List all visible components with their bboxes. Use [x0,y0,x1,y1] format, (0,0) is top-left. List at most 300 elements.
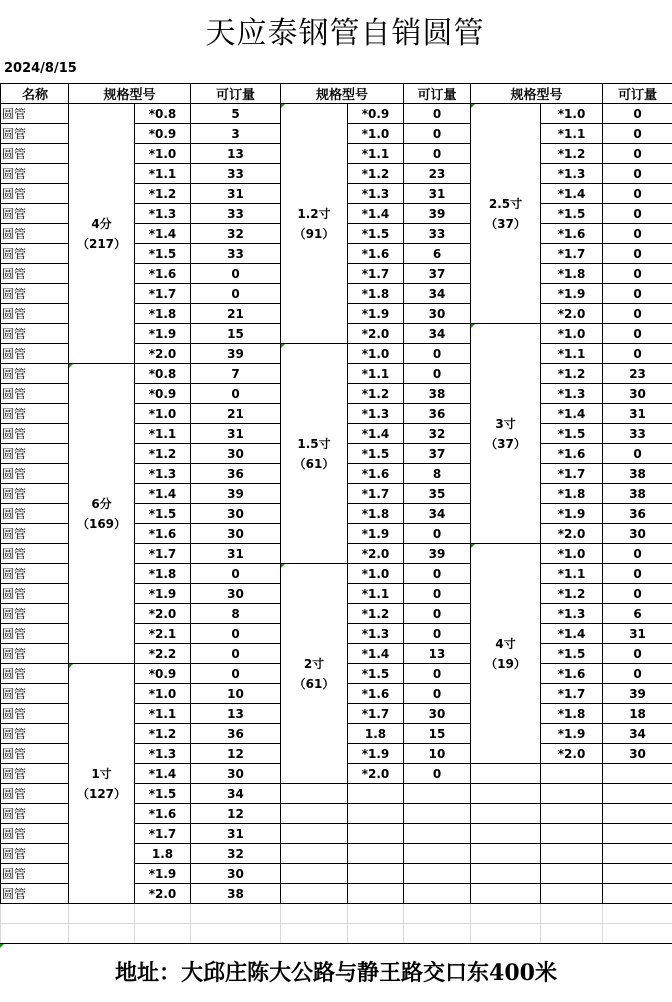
header-qty-3: 可订量 [603,84,672,104]
qty-cell [404,784,471,804]
qty-cell: 13 [191,704,281,724]
qty-cell: 8 [404,464,471,484]
size-total: （37） [471,434,540,454]
spec-cell [541,784,603,804]
blank-cell [135,924,191,944]
stock-table [0,83,672,944]
qty-cell: 13 [404,644,471,664]
spec-cell: *2.0 [541,524,603,544]
product-name-cell: 圆管 [1,324,69,344]
spec-cell: *1.6 [541,444,603,464]
blank-cell [404,924,471,944]
spec-cell: *1.7 [135,284,191,304]
qty-cell: 31 [404,184,471,204]
spec-cell: *1.6 [348,244,404,264]
spec-cell: *1.7 [541,464,603,484]
blank-cell [404,904,471,924]
spec-cell: *1.0 [541,324,603,344]
qty-cell: 0 [603,104,672,124]
qty-cell: 0 [603,564,672,584]
size-label: 4分 [69,214,134,234]
qty-cell: 0 [404,564,471,584]
spec-cell: *0.9 [348,104,404,124]
qty-cell: 34 [404,284,471,304]
product-name-cell: 圆管 [1,144,69,164]
qty-cell: 0 [603,644,672,664]
spec-cell: *1.4 [348,644,404,664]
qty-cell: 30 [191,524,281,544]
size-group-cell [69,364,135,664]
qty-cell: 30 [191,864,281,884]
qty-cell: 13 [191,144,281,164]
spec-cell: *1.7 [135,544,191,564]
product-name-cell: 圆管 [1,684,69,704]
qty-cell: 10 [404,744,471,764]
empty-cell [471,864,541,884]
product-name-cell: 圆管 [1,844,69,864]
qty-cell: 0 [404,124,471,144]
qty-cell: 39 [191,484,281,504]
spec-cell: *1.4 [541,184,603,204]
spec-cell: *1.2 [135,184,191,204]
spec-cell: *1.5 [135,244,191,264]
spec-cell: *1.0 [135,404,191,424]
spec-cell: *1.6 [135,804,191,824]
qty-cell: 33 [191,244,281,264]
spec-cell [348,864,404,884]
qty-cell: 36 [603,504,672,524]
spec-cell: *0.8 [135,364,191,384]
size-total: （19） [471,654,540,674]
spec-cell: *1.3 [541,604,603,624]
product-name-cell: 圆管 [1,244,69,264]
qty-cell: 38 [603,484,672,504]
page-title: 天应泰钢管自销圆管 [0,8,672,52]
qty-cell: 0 [191,384,281,404]
empty-cell [281,804,348,824]
spec-cell: *1.0 [135,684,191,704]
qty-cell: 0 [603,324,672,344]
spec-cell: *1.6 [541,224,603,244]
qty-cell: 0 [603,304,672,324]
qty-cell [603,784,672,804]
qty-cell: 0 [404,364,471,384]
spec-cell: *1.6 [541,664,603,684]
spec-cell [541,884,603,904]
size-total: （91） [281,224,347,244]
qty-cell: 0 [603,164,672,184]
spec-cell [348,804,404,824]
spec-cell: *1.1 [541,124,603,144]
qty-cell: 0 [404,144,471,164]
size-total: （127） [69,784,134,804]
spec-cell: *1.4 [541,404,603,424]
size-total: （217） [69,234,134,254]
size-label: 4寸 [471,634,540,654]
qty-cell [603,864,672,884]
product-name-cell: 圆管 [1,604,69,624]
table-row [1,104,672,124]
product-name-cell: 圆管 [1,384,69,404]
spec-cell: *1.2 [135,724,191,744]
product-name-cell: 圆管 [1,564,69,584]
header-qty-1: 可订量 [191,84,281,104]
blank-cell [541,904,603,924]
spec-cell: *1.8 [135,564,191,584]
blank-cell [281,924,348,944]
spec-cell: *1.6 [348,464,404,484]
spec-cell [541,804,603,824]
qty-cell: 5 [191,104,281,124]
spec-cell: *1.8 [348,504,404,524]
address-footer [0,943,672,1000]
qty-cell: 0 [404,764,471,784]
spec-cell: *1.1 [541,564,603,584]
qty-cell: 0 [603,584,672,604]
qty-cell [603,884,672,904]
product-name-cell: 圆管 [1,804,69,824]
product-name-cell: 圆管 [1,664,69,684]
empty-cell [281,824,348,844]
qty-cell [603,804,672,824]
spec-cell: *1.9 [135,864,191,884]
blank-cell [191,924,281,944]
spec-cell: *1.1 [135,424,191,444]
size-label: 3寸 [471,414,540,434]
size-group-cell [471,544,541,764]
spec-cell: *1.0 [348,564,404,584]
qty-cell: 38 [191,884,281,904]
product-name-cell: 圆管 [1,704,69,724]
size-group-cell [471,104,541,324]
spec-cell: *1.4 [348,424,404,444]
qty-cell: 0 [603,184,672,204]
qty-cell: 34 [404,504,471,524]
qty-cell: 33 [603,424,672,444]
spec-cell: *1.9 [135,324,191,344]
spec-cell: *0.9 [135,664,191,684]
size-total: （61） [281,674,347,694]
qty-cell [404,884,471,904]
empty-cell [281,844,348,864]
spec-cell: *2.0 [135,344,191,364]
blank-cell [348,904,404,924]
qty-cell: 0 [603,224,672,244]
spec-cell: *2.0 [541,304,603,324]
qty-cell [404,804,471,824]
qty-cell: 0 [191,264,281,284]
header-qty-2: 可订量 [404,84,471,104]
product-name-cell: 圆管 [1,124,69,144]
spec-cell: *1.5 [541,644,603,664]
product-name-cell: 圆管 [1,464,69,484]
spec-cell: *1.9 [541,724,603,744]
spec-cell: *1.1 [541,344,603,364]
qty-cell: 36 [191,724,281,744]
spec-cell: *1.7 [348,704,404,724]
blank-cell [135,904,191,924]
qty-cell: 23 [404,164,471,184]
spec-cell: *1.3 [135,204,191,224]
product-name-cell: 圆管 [1,404,69,424]
spec-cell: *1.6 [135,264,191,284]
size-label: 1.5寸 [281,434,347,454]
qty-cell: 31 [191,544,281,564]
spec-cell: *1.7 [541,244,603,264]
spec-cell [541,864,603,884]
qty-cell: 0 [191,644,281,664]
spec-cell: *1.5 [541,424,603,444]
qty-cell: 37 [404,264,471,284]
qty-cell [404,844,471,864]
qty-cell: 6 [603,604,672,624]
spec-cell: *1.9 [348,304,404,324]
spec-cell [348,884,404,904]
spec-cell: *1.3 [348,404,404,424]
spec-cell: *2.0 [541,744,603,764]
spec-cell: *2.0 [348,324,404,344]
qty-cell: 34 [404,324,471,344]
size-group-cell [69,104,135,364]
qty-cell: 23 [603,364,672,384]
qty-cell: 30 [603,384,672,404]
size-label: 6分 [69,494,134,514]
qty-cell [603,824,672,844]
empty-cell [471,884,541,904]
qty-cell: 30 [191,764,281,784]
spec-cell: *1.4 [135,764,191,784]
spec-cell: *2.1 [135,624,191,644]
qty-cell: 0 [191,284,281,304]
qty-cell: 31 [603,404,672,424]
spec-cell: *1.4 [135,484,191,504]
size-total: （169） [69,514,134,534]
product-name-cell: 圆管 [1,304,69,324]
spec-cell: *1.9 [135,584,191,604]
qty-cell [603,764,672,784]
product-name-cell: 圆管 [1,644,69,664]
qty-cell: 8 [191,604,281,624]
spec-cell: *1.4 [541,624,603,644]
spec-cell: *1.9 [348,744,404,764]
product-name-cell: 圆管 [1,224,69,244]
qty-cell: 0 [603,344,672,364]
header-spec-3: 规格型号 [471,84,603,104]
spec-cell: 1.8 [348,724,404,744]
spec-cell: *1.8 [541,484,603,504]
empty-cell [281,884,348,904]
spec-cell: *1.9 [541,504,603,524]
qty-cell [404,824,471,844]
cell-marker-icon [0,944,4,948]
size-total: （61） [281,454,347,474]
spec-cell: *1.6 [135,524,191,544]
spec-cell: *1.8 [348,284,404,304]
product-name-cell: 圆管 [1,544,69,564]
product-name-cell: 圆管 [1,284,69,304]
spec-cell: *1.0 [541,544,603,564]
spec-cell: *1.1 [135,704,191,724]
product-name-cell: 圆管 [1,164,69,184]
spec-cell: *1.7 [348,264,404,284]
empty-cell [471,784,541,804]
spec-cell: *1.2 [348,384,404,404]
qty-cell: 15 [191,324,281,344]
blank-cell [471,924,541,944]
size-label: 2.5寸 [471,194,540,214]
qty-cell: 0 [404,104,471,124]
size-group-cell [471,324,541,544]
blank-row [1,904,672,924]
product-name-cell: 圆管 [1,204,69,224]
empty-cell [471,764,541,784]
spec-cell: *1.8 [135,304,191,324]
spec-cell: *1.8 [541,704,603,724]
date-label: 2024/8/15 [4,61,77,76]
size-group-cell [281,104,348,344]
size-label: 1寸 [69,764,134,784]
blank-cell [1,924,69,944]
qty-cell: 31 [191,184,281,204]
qty-cell: 12 [191,744,281,764]
blank-cell [69,924,135,944]
qty-cell: 0 [603,664,672,684]
qty-cell: 30 [191,504,281,524]
qty-cell: 21 [191,404,281,424]
spec-cell: *1.1 [348,144,404,164]
blank-cell [603,904,672,924]
spec-cell: *1.5 [348,224,404,244]
spec-cell: *2.0 [348,544,404,564]
spec-cell: *1.5 [135,784,191,804]
spec-cell: *1.5 [541,204,603,224]
spec-cell: *1.7 [135,824,191,844]
qty-cell: 0 [404,584,471,604]
qty-cell: 39 [191,344,281,364]
product-name-cell: 圆管 [1,104,69,124]
spec-cell: *1.1 [348,364,404,384]
qty-cell: 0 [404,344,471,364]
qty-cell: 0 [603,444,672,464]
spec-cell: *0.9 [135,384,191,404]
spec-cell [348,784,404,804]
qty-cell: 0 [603,244,672,264]
qty-cell: 18 [603,704,672,724]
spec-cell: *1.4 [348,204,404,224]
qty-cell: 0 [404,624,471,644]
spec-cell [541,764,603,784]
header-spec-1: 规格型号 [69,84,191,104]
qty-cell: 31 [191,424,281,444]
qty-cell: 31 [191,824,281,844]
qty-cell: 34 [603,724,672,744]
qty-cell: 33 [404,224,471,244]
qty-cell: 0 [191,624,281,644]
size-label: 2寸 [281,654,347,674]
empty-cell [281,784,348,804]
spec-cell: *1.1 [348,584,404,604]
spec-cell: *1.7 [541,684,603,704]
spec-cell: *1.0 [541,104,603,124]
qty-cell: 15 [404,724,471,744]
qty-cell: 0 [603,144,672,164]
spec-cell: *1.8 [541,264,603,284]
spec-cell: *2.0 [135,604,191,624]
size-label: 1.2寸 [281,204,347,224]
spec-cell: 1.8 [135,844,191,864]
spec-cell: *1.7 [348,484,404,504]
spec-cell: *1.4 [135,224,191,244]
product-name-cell: 圆管 [1,184,69,204]
qty-cell: 0 [603,264,672,284]
qty-cell: 32 [404,424,471,444]
qty-cell: 38 [603,464,672,484]
size-group-cell [281,344,348,564]
qty-cell: 31 [603,624,672,644]
product-name-cell: 圆管 [1,784,69,804]
qty-cell: 0 [191,564,281,584]
spec-cell: *2.0 [135,884,191,904]
qty-cell [404,864,471,884]
spec-cell [348,824,404,844]
empty-cell [281,864,348,884]
qty-cell: 37 [404,444,471,464]
spec-cell: *1.9 [348,524,404,544]
product-name-cell: 圆管 [1,504,69,524]
empty-cell [471,824,541,844]
qty-cell: 34 [191,784,281,804]
spec-cell: *1.3 [135,464,191,484]
product-name-cell: 圆管 [1,524,69,544]
size-total: （37） [471,214,540,234]
spec-cell: *0.8 [135,104,191,124]
size-group-cell [69,664,135,904]
qty-cell: 0 [603,544,672,564]
qty-cell: 0 [603,124,672,144]
header-row [1,84,672,104]
spec-cell: *1.2 [135,444,191,464]
product-name-cell: 圆管 [1,424,69,444]
spec-cell: *0.9 [135,124,191,144]
spec-cell: *2.0 [348,764,404,784]
qty-cell: 0 [404,604,471,624]
qty-cell: 35 [404,484,471,504]
qty-cell: 10 [191,684,281,704]
qty-cell: 0 [404,664,471,684]
header-spec-2: 规格型号 [281,84,404,104]
spec-cell: *1.0 [135,144,191,164]
qty-cell: 39 [404,204,471,224]
size-group-cell [281,564,348,784]
spec-cell: *1.5 [348,664,404,684]
spec-cell: *1.5 [135,504,191,524]
qty-cell: 30 [191,444,281,464]
spec-cell: *1.3 [135,744,191,764]
qty-cell: 6 [404,244,471,264]
product-name-cell: 圆管 [1,624,69,644]
spec-cell: *1.0 [348,344,404,364]
qty-cell: 0 [603,284,672,304]
product-name-cell: 圆管 [1,764,69,784]
product-name-cell: 圆管 [1,824,69,844]
blank-row [1,924,672,944]
qty-cell: 38 [404,384,471,404]
blank-cell [191,904,281,924]
blank-cell [471,904,541,924]
spec-cell: *1.6 [348,684,404,704]
qty-cell: 33 [191,204,281,224]
spec-cell [348,844,404,864]
